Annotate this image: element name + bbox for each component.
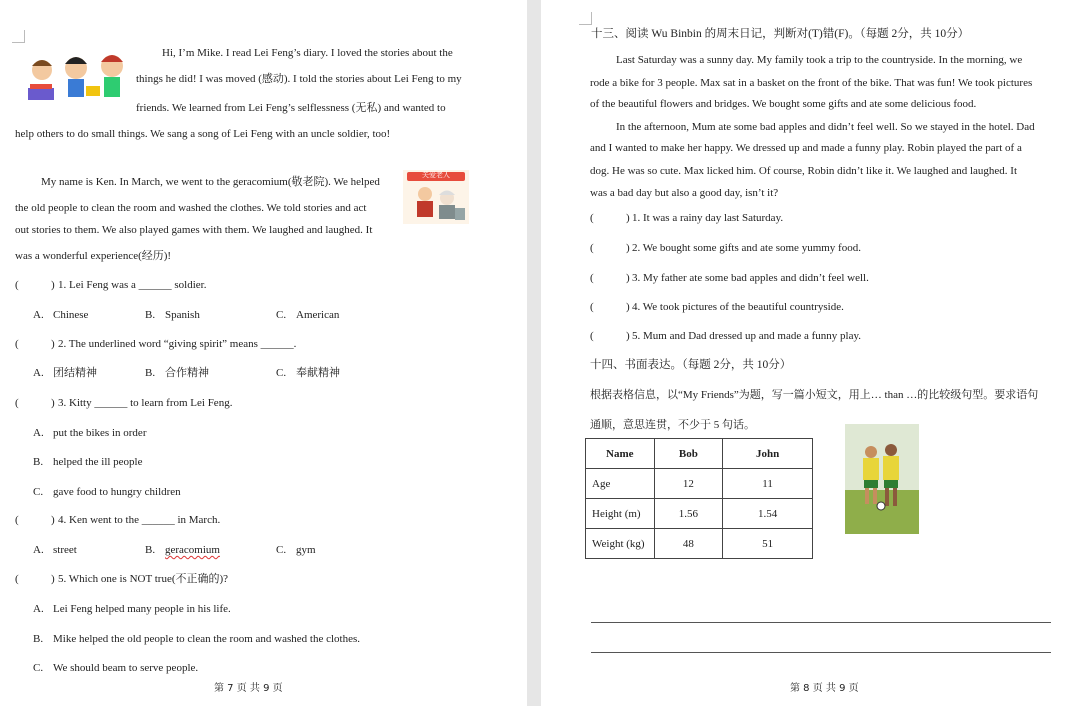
table-header-cell: John	[723, 439, 813, 469]
paragraph-line: My name is Ken. In March, we went to the geracomium(敬老院). We helped	[41, 176, 380, 188]
table-cell: 11	[723, 469, 813, 499]
option-text: We should beam to serve people.	[53, 662, 199, 674]
question-stem: 5. Which one is NOT true(不正确的)?	[58, 573, 229, 585]
section-14-heading: 十四、书面表达。（每题 2分，共 10分）	[590, 359, 792, 371]
answer-paren-open: (	[15, 573, 19, 585]
option-text: gym	[296, 544, 316, 556]
table-header-row	[586, 439, 813, 469]
paragraph-line: In the afternoon, Mum ate some bad apples and didn’t feel well. So we stayed in the hotel. Dad	[616, 121, 1035, 133]
option-text: Spanish	[165, 309, 200, 321]
question-stem: 2. The underlined word “giving spirit” means ______.	[58, 338, 297, 350]
writing-instruction: 根据表格信息，以“My Friends”为题，写一篇小短文，用上… than …的比较级句型。要求语句	[590, 389, 1039, 401]
paragraph-line: things he did! I was moved (感动). I told the stories about Lei Feng to my	[136, 73, 462, 85]
table-row	[586, 529, 813, 559]
option-letter: C.	[33, 486, 44, 498]
option-text: geracomium	[165, 544, 220, 556]
answer-paren-open: (	[590, 301, 594, 313]
table-row	[586, 469, 813, 499]
option-letter: A.	[33, 427, 44, 439]
page-footer: 第 7 页 共 9 页	[214, 683, 283, 694]
option-letter: A.	[33, 367, 44, 379]
table-cell: Weight (kg)	[586, 529, 655, 559]
option-text: Mike helped the old people to clean the room and washed the clothes.	[53, 633, 360, 645]
option-letter: C.	[276, 544, 287, 556]
answer-paren-close: )	[626, 301, 630, 313]
page-8	[541, 0, 1080, 706]
tf-item: 1. It was a rainy day last Saturday.	[632, 212, 784, 224]
answer-paren-open: (	[590, 330, 594, 342]
table-cell: Height (m)	[586, 499, 655, 529]
answer-paren-close: )	[51, 514, 55, 526]
paragraph-line: dog. He was so cute. Max licked him. Of course, Robin didn’t like it. We laughed and laughed. It	[590, 165, 1018, 177]
option-text: 奉献精神	[296, 367, 340, 379]
paragraph-line: rode a bike for 3 people. Max sat in a basket on the front of the bike. That was fun! We took pictures	[590, 77, 1033, 89]
paragraph-line: was a wonderful experience(经历)!	[15, 250, 172, 262]
option-letter: B.	[145, 367, 156, 379]
boys-soccer-photo	[845, 424, 919, 534]
option-text: Lei Feng helped many people in his life.	[53, 603, 231, 615]
paragraph-line: and I wanted to make her happy. We dressed up and made a funny play. Robin played the part of a	[590, 142, 1022, 154]
paragraph-line: help others to do small things. We sang a song of Lei Feng with an uncle soldier, too!	[15, 128, 391, 140]
table-row	[586, 499, 813, 529]
answer-paren-open: (	[15, 397, 19, 409]
table-header-cell: Name	[586, 439, 655, 469]
paragraph-line: Hi, I’m Mike. I read Lei Feng’s diary. I loved the stories about the	[162, 47, 453, 59]
paragraph-line: the old people to clean the room and washed the clothes. We told stories and act	[15, 202, 367, 214]
option-text: American	[296, 309, 340, 321]
tf-item: 4. We took pictures of the beautiful countryside.	[632, 301, 844, 313]
paragraph-line: of the beautiful flowers and bridges. We bought some gifts and ate some delicious food.	[590, 98, 977, 110]
question-stem: 3. Kitty ______ to learn from Lei Feng.	[58, 397, 233, 409]
paragraph-line: friends. We learned from Lei Feng’s selflessness (无私) and wanted to	[136, 102, 446, 114]
children-reading-illustration	[26, 48, 132, 106]
option-text: Chinese	[53, 309, 89, 321]
question-stem: 1. Lei Feng was a ______ soldier.	[58, 279, 207, 291]
table-cell: 1.54	[723, 499, 813, 529]
crop-mark	[579, 12, 592, 25]
option-letter: C.	[33, 662, 44, 674]
section-13-heading: 十三、阅读 Wu Binbin 的周末日记，判断对(T)错(F)。（每题 2分，共 10分）	[591, 28, 970, 40]
option-letter: B.	[33, 456, 44, 468]
option-text: gave food to hungry children	[53, 486, 181, 498]
option-text: put the bikes in order	[53, 427, 147, 439]
table-cell: Age	[586, 469, 655, 499]
table-cell: 51	[723, 529, 813, 559]
answer-paren-open: (	[590, 272, 594, 284]
crop-mark	[12, 30, 25, 43]
option-letter: B.	[145, 309, 156, 321]
paragraph-line: out stories to them. We also played games with them. We laughed and laughed. It	[15, 224, 373, 236]
answer-paren-open: (	[15, 514, 19, 526]
table-cell: 12	[654, 469, 723, 499]
writing-line	[591, 622, 1051, 623]
table-cell: 48	[654, 529, 723, 559]
option-letter: C.	[276, 309, 287, 321]
table-cell: 1.56	[654, 499, 723, 529]
option-letter: A.	[33, 603, 44, 615]
option-letter: C.	[276, 367, 287, 379]
poster-caption: 关爱老人	[422, 171, 450, 179]
option-letter: B.	[33, 633, 44, 645]
writing-line	[591, 652, 1051, 653]
answer-paren-open: (	[590, 212, 594, 224]
option-letter: A.	[33, 309, 44, 321]
question-stem: 4. Ken went to the ______ in March.	[58, 514, 221, 526]
page-footer: 第 8 页 共 9 页	[790, 683, 859, 694]
writing-instruction: 通顺，意思连贯，不少于 5 句话。	[590, 419, 755, 431]
answer-paren-close: )	[51, 397, 55, 409]
answer-paren-open: (	[590, 242, 594, 254]
tf-item: 3. My father ate some bad apples and didn’t feel well.	[632, 272, 869, 284]
answer-paren-open: (	[15, 338, 19, 350]
option-letter: A.	[33, 544, 44, 556]
answer-paren-close: )	[626, 242, 630, 254]
answer-paren-close: )	[51, 279, 55, 291]
page-7	[0, 0, 527, 706]
option-text: 团结精神	[53, 367, 97, 379]
tf-item: 2. We bought some gifts and ate some yummy food.	[632, 242, 861, 254]
answer-paren-close: )	[51, 573, 55, 585]
paragraph-line: Last Saturday was a sunny day. My family took a trip to the countryside. In the morning, we	[616, 54, 1023, 66]
answer-paren-close: )	[626, 272, 630, 284]
table-header-cell: Bob	[654, 439, 723, 469]
answer-paren-close: )	[51, 338, 55, 350]
option-text: helped the ill people	[53, 456, 143, 468]
answer-paren-open: (	[15, 279, 19, 291]
option-letter: B.	[145, 544, 156, 556]
paragraph-line: was a bad day but also a good day, isn’t it?	[590, 187, 779, 199]
tf-item: 5. Mum and Dad dressed up and made a funny play.	[632, 330, 862, 342]
option-text: 合作精神	[165, 367, 209, 379]
answer-paren-close: )	[626, 212, 630, 224]
option-text: street	[53, 544, 77, 556]
friends-info-table	[585, 438, 813, 559]
answer-paren-close: )	[626, 330, 630, 342]
